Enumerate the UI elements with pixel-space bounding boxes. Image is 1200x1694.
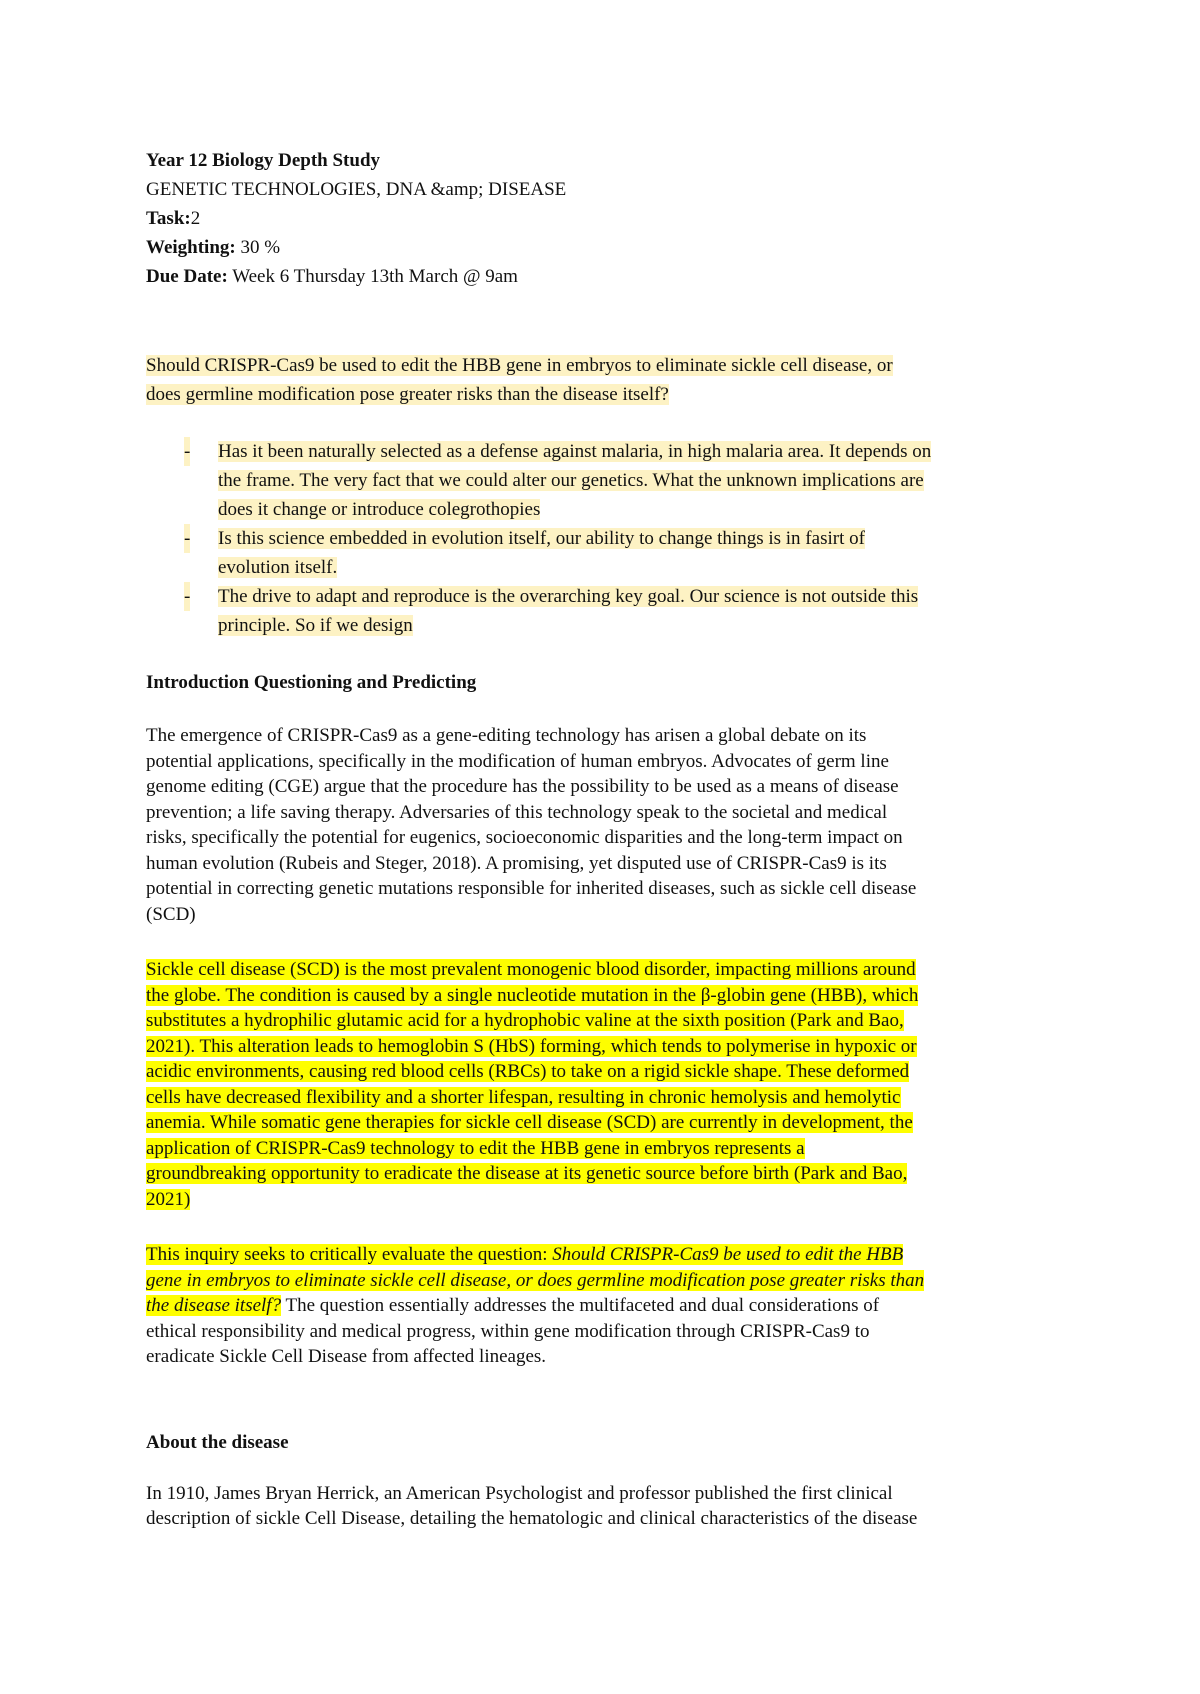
list-item: - Has it been naturally selected as a defense against malaria, in high malaria area. It depends on the frame. The very fact that we could alter our genetics. What the unknown implications are does it change or introduce colegrothopies (146, 437, 1076, 524)
list-item: - The drive to adapt and reproduce is the overarching key goal. Our science is not outside this principle. So if we design (146, 582, 1076, 640)
weighting-label: Weighting: (146, 237, 236, 258)
doc-subtitle: GENETIC TECHNOLOGIES, DNA &amp; DISEASE (146, 179, 567, 200)
intro-paragraph-2: Sickle cell disease (SCD) is the most prevalent monogenic blood disorder, impacting millions around the globe. The condition is caused by a single nucleotide mutation in the β-globin gene (HBB), which substitutes a hydrophilic glutamic acid for a hydrophobic valine at the sixth position (Park and Bao, 2021). This alteration leads to hemoglobin S (HbS) forming, which tends to polymerise in hypoxic or acidic environments, causing red blood cells (RBCs) to take on a rigid sickle shape. These deformed cells have decreased flexibility and a shorter lifespan, resulting in chronic hemolysis and hemolytic anemia. While somatic gene therapies for sickle cell disease (SCD) are currently in development, the application of CRISPR-Cas9 technology to edit the HBB gene in embryos represents a groundbreaking opportunity to eradicate the disease at its genetic source before birth (Park and Bao, 2021) (146, 959, 919, 1210)
document-page (146, 146, 1076, 1532)
task-label: Task: (146, 208, 191, 229)
due-date-line (146, 262, 1076, 291)
intro-paragraph-1: The emergence of CRISPR-Cas9 as a gene-editing technology has arisen a global debate on its potential applications, specifically in the modification of human embryos. Advocates of germ line genome editing (CGE) argue that the procedure has the possibility to be used as a means of disease prevention; a life saving therapy. Adversaries of this technology speak to the societal and medical risks, specifically the potential for eugenics, socioeconomic disparities and the long-term impact on human evolution (Rubeis and Steger, 2018). A promising, yet disputed use of CRISPR-Cas9 is its potential in correcting genetic mutations responsible for inherited diseases, such as sickle cell disease (SCD) (146, 725, 917, 925)
task-value: 2 (190, 208, 201, 229)
intro-paragraph-3: This inquiry seeks to critically evaluate the question: Should CRISPR-Cas9 be used to edit the HBB gene in embryos to eliminate sickle cell disease, or does germline modification pose greater risks than the disease itself? The question essentially addresses the multifaceted and dual considerations of ethical responsibility and medical progress, within gene modification through CRISPR-Cas9 to eradicate Sickle Cell Disease from affected lineages. (146, 1244, 925, 1367)
weighting-line (146, 233, 1076, 262)
doc-title: Year 12 Biology Depth Study (146, 150, 381, 171)
about-heading: About the disease (146, 1431, 289, 1453)
list-item: - Is this science embedded in evolution itself, our ability to change things is in fasirt of evolution itself. (146, 524, 1076, 582)
weighting-value: 30 % (235, 237, 281, 258)
task-line (146, 204, 1076, 233)
research-question: Should CRISPR-Cas9 be used to edit the HBB gene in embryos to eliminate sickle cell disease, or does germline modification pose greater risks than the disease itself? (146, 355, 893, 405)
about-paragraph: In 1910, James Bryan Herrick, an American Psychologist and professor published the first clinical description of sickle Cell Disease, detailing the hematologic and clinical characteristics of the disease (146, 1482, 918, 1529)
due-value: Week 6 Thursday 13th March @ 9am (227, 266, 518, 287)
due-label: Due Date: (146, 266, 228, 287)
intro-heading: Introduction Questioning and Predicting (146, 672, 477, 693)
notes-list (146, 437, 1076, 640)
